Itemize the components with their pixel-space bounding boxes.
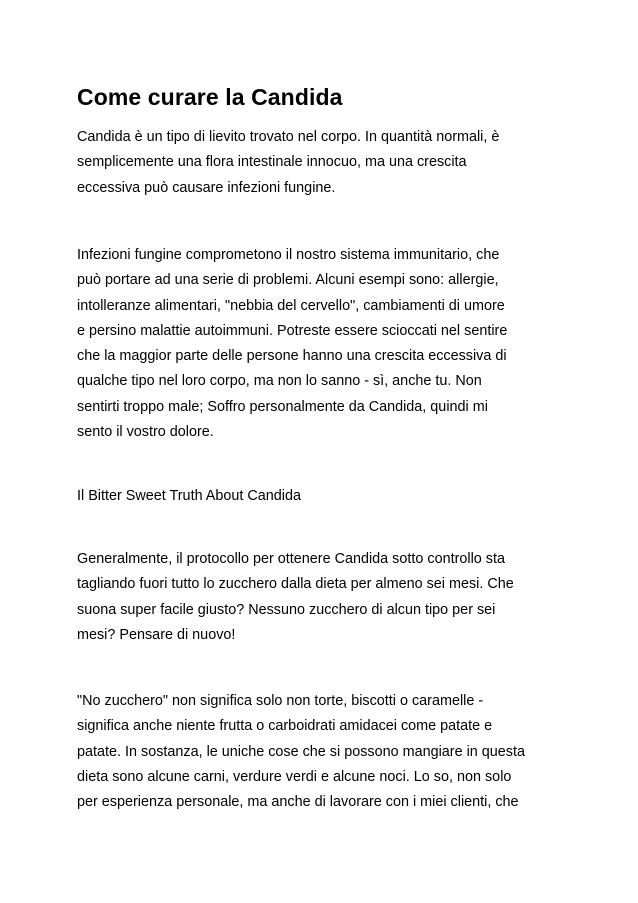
text-line: qualche tipo nel loro corpo, ma non lo sanno - sì, anche tu. Non xyxy=(77,373,482,390)
text-line: eccessiva può causare infezioni fungine. xyxy=(77,179,336,196)
text-line: e persino malattie autoimmuni. Potreste essere scioccati nel sentire xyxy=(77,322,508,339)
text-line: per esperienza personale, ma anche di lavorare con i miei clienti, che xyxy=(77,794,519,811)
paragraph-no-sugar xyxy=(77,689,567,815)
text-line: Il Bitter Sweet Truth About Candida xyxy=(77,488,301,504)
section-heading xyxy=(77,484,567,509)
text-line: può portare ad una serie di problemi. Alcuni esempi sono: allergie, xyxy=(77,272,499,289)
text-line: suona super facile giusto? Nessuno zucchero di alcun tipo per sei xyxy=(77,601,496,618)
text-line: intolleranze alimentari, "nebbia del cervello", cambiamenti di umore xyxy=(77,297,505,314)
text-line: "No zucchero" non significa solo non torte, biscotti o caramelle - xyxy=(77,693,484,709)
text-line: dieta sono alcune carni, verdure verdi e alcune noci. Lo so, non solo xyxy=(77,768,512,785)
text-line: significa anche niente frutta o carboidrati amidacei come patate e xyxy=(77,718,493,735)
text-line: Candida è un tipo di lievito trovato nel corpo. In quantità normali, è xyxy=(77,129,500,145)
text-line: patate. In sostanza, le uniche cose che si possono mangiare in questa xyxy=(77,743,525,760)
text-line: sento il vostro dolore. xyxy=(77,424,214,441)
text-line: Infezioni fungine comprometono il nostro sistema immunitario, che xyxy=(77,247,500,263)
text-line: sentirti troppo male; Soffro personalmente da Candida, quindi mi xyxy=(77,398,488,415)
paragraph-infections xyxy=(77,243,567,445)
text-line: tagliando fuori tutto lo zucchero dalla dieta per almeno sei mesi. Che xyxy=(77,576,514,593)
text-line: che la maggior parte delle persone hanno una crescita eccessiva di xyxy=(77,348,507,365)
document-title: Come curare la Candida xyxy=(77,84,343,110)
paragraph-protocol xyxy=(77,547,567,648)
text-line: semplicemente una flora intestinale innocuo, ma una crescita xyxy=(77,154,467,171)
text-line: Generalmente, il protocollo per ottenere Candida sotto controllo sta xyxy=(77,551,505,567)
paragraph-intro xyxy=(77,125,567,201)
text-line: mesi? Pensare di nuovo! xyxy=(77,626,236,643)
